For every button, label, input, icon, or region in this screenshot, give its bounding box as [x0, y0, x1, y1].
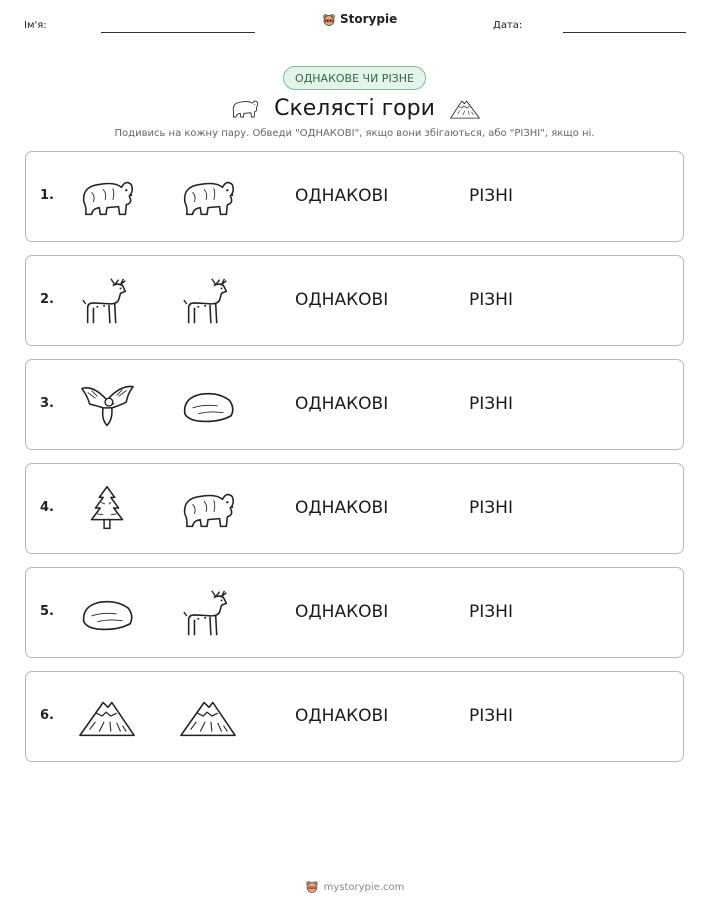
deer-icon [179, 588, 237, 638]
name-line[interactable] [101, 32, 255, 33]
row-number: 6. [40, 708, 54, 723]
exercise-row [25, 567, 684, 658]
mountain-icon [179, 692, 237, 742]
different-option[interactable]: РІЗНІ [469, 290, 513, 310]
storypie-mascot-icon [305, 880, 319, 894]
name-label: Ім'я: [24, 20, 47, 31]
title-row [0, 92, 709, 124]
bear-icon [179, 484, 237, 534]
bear-icon [179, 172, 237, 222]
same-option[interactable]: ОДНАКОВІ [295, 290, 389, 310]
exercise-row [25, 359, 684, 450]
row-number: 5. [40, 604, 54, 619]
different-option[interactable]: РІЗНІ [469, 602, 513, 622]
exercise-row [25, 463, 684, 554]
mountain-icon [449, 94, 481, 122]
exercise-row [25, 151, 684, 242]
different-option[interactable]: РІЗНІ [469, 498, 513, 518]
bear-icon [228, 94, 260, 122]
worksheet-type-badge: ОДНАКОВЕ ЧИ РІЗНЕ [283, 66, 426, 90]
same-option[interactable]: ОДНАКОВІ [295, 498, 389, 518]
row-number: 2. [40, 292, 54, 307]
deer-icon [78, 276, 136, 326]
footer-site: mystorypie.com [323, 881, 405, 893]
footer [0, 880, 709, 894]
date-label: Дата: [493, 20, 523, 31]
rock-icon [78, 588, 136, 638]
brand-logo [322, 12, 397, 26]
different-option[interactable]: РІЗНІ [469, 186, 513, 206]
row-number: 4. [40, 500, 54, 515]
deer-icon [179, 276, 237, 326]
same-option[interactable]: ОДНАКОВІ [295, 394, 389, 414]
different-option[interactable]: РІЗНІ [469, 706, 513, 726]
date-line[interactable] [563, 32, 686, 33]
instructions: Подивись на кожну пару. Обведи "ОДНАКОВІ", якщо вони збігаються, або "РІЗНІ", якщо ні. [114, 128, 595, 139]
brand-name: Storypie [340, 12, 398, 26]
row-number: 1. [40, 188, 54, 203]
exercise-row [25, 255, 684, 346]
same-option[interactable]: ОДНАКОВІ [295, 706, 389, 726]
exercise-row [25, 671, 684, 762]
storypie-mascot-icon [322, 12, 336, 26]
bear-icon [78, 172, 136, 222]
same-option[interactable]: ОДНАКОВІ [295, 186, 389, 206]
different-option[interactable]: РІЗНІ [469, 394, 513, 414]
row-number: 3. [40, 396, 54, 411]
eagle-icon [78, 380, 136, 430]
same-option[interactable]: ОДНАКОВІ [295, 602, 389, 622]
pine-tree-icon [78, 484, 136, 534]
mountain-icon [78, 692, 136, 742]
rock-icon [179, 380, 237, 430]
worksheet-title: Скелясті гори [274, 95, 435, 121]
